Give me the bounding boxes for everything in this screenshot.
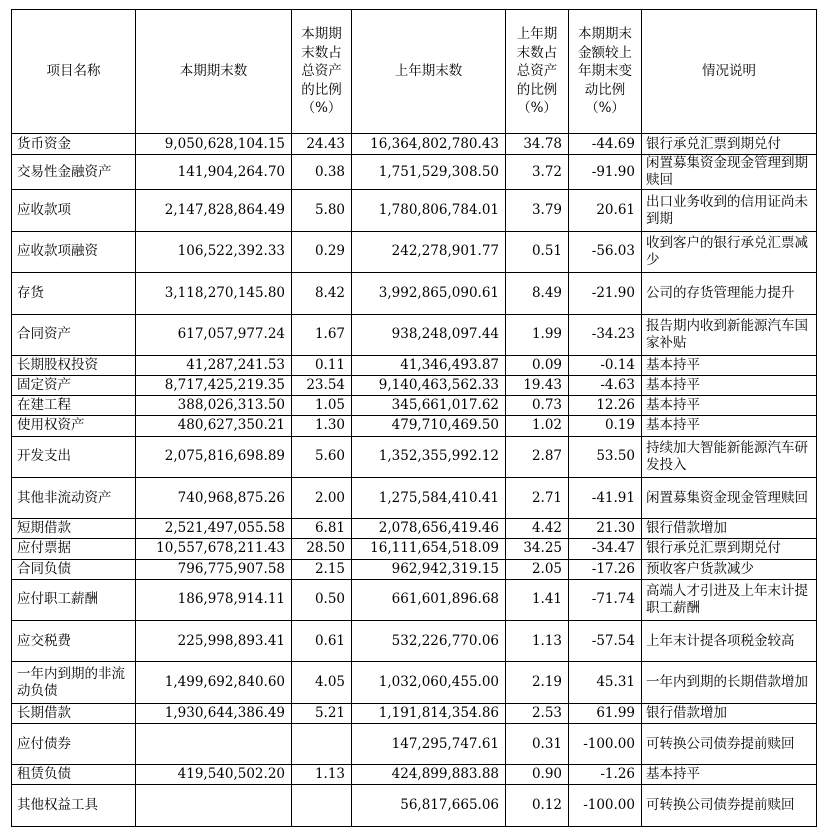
table-row: [12, 190, 817, 231]
cell-explanation: 高端人才引进及上年末计提职工薪酬: [642, 579, 817, 620]
cell-explanation: 银行借款增加: [642, 519, 817, 539]
cell-prior-end: 1,780,806,784.01: [352, 190, 506, 231]
cell-prior-end: 41,346,493.87: [352, 355, 506, 375]
cell-current-ratio: 0.11: [292, 355, 352, 375]
cell-item-name: 货币资金: [12, 134, 136, 155]
cell-explanation: 公司的存货管理能力提升: [642, 273, 817, 314]
cell-prior-ratio: 3.72: [506, 155, 569, 190]
cell-current-end: 796,775,907.58: [136, 559, 292, 579]
cell-change-ratio: 61.99: [569, 703, 642, 723]
cell-explanation: 基本持平: [642, 765, 817, 785]
cell-current-end: 106,522,392.33: [136, 231, 292, 272]
header-change-ratio: 本期期末金额较上年期末变动比例（%）: [569, 10, 642, 134]
cell-item-name: 使用权资产: [12, 416, 136, 436]
cell-item-name: 短期借款: [12, 519, 136, 539]
cell-prior-end: 479,710,469.50: [352, 416, 506, 436]
cell-explanation: 收到客户的银行承兑汇票减少: [642, 231, 817, 272]
cell-prior-ratio: 8.49: [506, 273, 569, 314]
cell-explanation: 银行借款增加: [642, 703, 817, 723]
cell-prior-ratio: 19.43: [506, 376, 569, 396]
cell-current-end: 41,287,241.53: [136, 355, 292, 375]
table-row: [12, 519, 817, 539]
cell-current-end: 617,057,977.24: [136, 314, 292, 355]
cell-prior-end: 532,226,770.06: [352, 621, 506, 662]
cell-change-ratio: -56.03: [569, 231, 642, 272]
cell-prior-end: 1,751,529,308.50: [352, 155, 506, 190]
cell-item-name: 应交税费: [12, 621, 136, 662]
cell-current-end: 2,075,816,698.89: [136, 436, 292, 477]
cell-current-ratio: 2.00: [292, 477, 352, 518]
header-current-end: 本期期末数: [136, 10, 292, 134]
cell-change-ratio: -91.90: [569, 155, 642, 190]
cell-change-ratio: -21.90: [569, 273, 642, 314]
table-row: [12, 703, 817, 723]
cell-current-end: 419,540,502.20: [136, 765, 292, 785]
table-row: [12, 723, 817, 764]
cell-prior-ratio: 0.90: [506, 765, 569, 785]
cell-change-ratio: 20.61: [569, 190, 642, 231]
cell-prior-end: 938,248,097.44: [352, 314, 506, 355]
table-row: [12, 477, 817, 518]
cell-prior-end: 2,078,656,419.46: [352, 519, 506, 539]
table-row: [12, 396, 817, 416]
cell-item-name: 其他非流动资产: [12, 477, 136, 518]
table-row: [12, 436, 817, 477]
cell-change-ratio: -0.14: [569, 355, 642, 375]
cell-prior-end: 242,278,901.77: [352, 231, 506, 272]
cell-prior-ratio: 4.42: [506, 519, 569, 539]
cell-change-ratio: -100.00: [569, 785, 642, 827]
cell-change-ratio: 53.50: [569, 436, 642, 477]
cell-explanation: 持续加大智能新能源汽车研发投入: [642, 436, 817, 477]
cell-prior-ratio: 1.99: [506, 314, 569, 355]
table-row: [12, 355, 817, 375]
cell-current-ratio: 28.50: [292, 539, 352, 559]
cell-change-ratio: -4.63: [569, 376, 642, 396]
cell-current-ratio: 1.13: [292, 765, 352, 785]
cell-item-name: 租赁负债: [12, 765, 136, 785]
cell-explanation: 闲置募集资金现金管理到期赎回: [642, 155, 817, 190]
cell-change-ratio: 12.26: [569, 396, 642, 416]
cell-prior-end: 147,295,747.61: [352, 723, 506, 764]
cell-current-end: 3,118,270,145.80: [136, 273, 292, 314]
table-row: [12, 539, 817, 559]
table-row: [12, 231, 817, 272]
cell-current-ratio: 23.54: [292, 376, 352, 396]
cell-item-name: 合同资产: [12, 314, 136, 355]
cell-current-ratio: 6.81: [292, 519, 352, 539]
cell-change-ratio: -57.54: [569, 621, 642, 662]
cell-current-ratio: 1.67: [292, 314, 352, 355]
cell-change-ratio: -71.74: [569, 579, 642, 620]
cell-item-name: 应付票据: [12, 539, 136, 559]
cell-explanation: 基本持平: [642, 355, 817, 375]
cell-explanation: 上年末计提各项税金较高: [642, 621, 817, 662]
cell-current-end: [136, 723, 292, 764]
cell-prior-ratio: 2.53: [506, 703, 569, 723]
table-row: [12, 416, 817, 436]
cell-item-name: 合同负债: [12, 559, 136, 579]
cell-current-ratio: 0.61: [292, 621, 352, 662]
cell-current-ratio: 2.15: [292, 559, 352, 579]
cell-explanation: 可转换公司债券提前赎回: [642, 723, 817, 764]
header-item-name: 项目名称: [12, 10, 136, 134]
cell-current-ratio: 1.30: [292, 416, 352, 436]
cell-item-name: 交易性金融资产: [12, 155, 136, 190]
cell-prior-ratio: 0.09: [506, 355, 569, 375]
cell-current-ratio: 5.60: [292, 436, 352, 477]
cell-current-end: 225,998,893.41: [136, 621, 292, 662]
table-row: [12, 621, 817, 662]
table-row: [12, 662, 817, 703]
cell-explanation: 基本持平: [642, 376, 817, 396]
cell-current-end: 2,147,828,864.49: [136, 190, 292, 231]
cell-current-end: 9,050,628,104.15: [136, 134, 292, 155]
cell-item-name: 固定资产: [12, 376, 136, 396]
cell-current-ratio: 0.29: [292, 231, 352, 272]
cell-item-name: 存货: [12, 273, 136, 314]
table-body: [12, 134, 817, 827]
table-row: [12, 579, 817, 620]
cell-current-end: 388,026,313.50: [136, 396, 292, 416]
cell-prior-ratio: 0.12: [506, 785, 569, 827]
cell-explanation: 银行承兑汇票到期兑付: [642, 134, 817, 155]
cell-prior-ratio: 34.25: [506, 539, 569, 559]
table-row: [12, 155, 817, 190]
cell-prior-end: 9,140,463,562.33: [352, 376, 506, 396]
cell-prior-end: 1,275,584,410.41: [352, 477, 506, 518]
header-prior-ratio: 上年期末数占总资产的比例（%）: [506, 10, 569, 134]
cell-change-ratio: -34.47: [569, 539, 642, 559]
cell-prior-ratio: 1.13: [506, 621, 569, 662]
cell-item-name: 应付债券: [12, 723, 136, 764]
cell-change-ratio: 21.30: [569, 519, 642, 539]
cell-prior-end: 661,601,896.68: [352, 579, 506, 620]
cell-prior-ratio: 2.19: [506, 662, 569, 703]
cell-current-end: 186,978,914.11: [136, 579, 292, 620]
cell-current-ratio: 8.42: [292, 273, 352, 314]
cell-prior-end: 1,352,355,992.12: [352, 436, 506, 477]
cell-prior-end: 1,032,060,455.00: [352, 662, 506, 703]
cell-current-end: 10,557,678,211.43: [136, 539, 292, 559]
header-row: [12, 10, 817, 134]
cell-item-name: 其他权益工具: [12, 785, 136, 827]
cell-explanation: 可转换公司债券提前赎回: [642, 785, 817, 827]
cell-current-end: 141,904,264.70: [136, 155, 292, 190]
cell-item-name: 在建工程: [12, 396, 136, 416]
cell-current-ratio: 0.38: [292, 155, 352, 190]
cell-explanation: 一年内到期的长期借款增加: [642, 662, 817, 703]
cell-item-name: 应收款项融资: [12, 231, 136, 272]
financial-table: [11, 9, 817, 827]
cell-explanation: 基本持平: [642, 416, 817, 436]
cell-prior-ratio: 0.51: [506, 231, 569, 272]
header-explanation: 情况说明: [642, 10, 817, 134]
cell-explanation: 银行承兑汇票到期兑付: [642, 539, 817, 559]
cell-current-end: 1,499,692,840.60: [136, 662, 292, 703]
cell-item-name: 长期股权投资: [12, 355, 136, 375]
cell-explanation: 出口业务收到的信用证尚未到期: [642, 190, 817, 231]
cell-prior-end: 16,364,802,780.43: [352, 134, 506, 155]
cell-prior-end: 424,899,883.88: [352, 765, 506, 785]
cell-item-name: 开发支出: [12, 436, 136, 477]
cell-change-ratio: -34.23: [569, 314, 642, 355]
cell-prior-end: 1,191,814,354.86: [352, 703, 506, 723]
cell-current-ratio: 0.50: [292, 579, 352, 620]
cell-current-ratio: 24.43: [292, 134, 352, 155]
cell-change-ratio: -1.26: [569, 765, 642, 785]
cell-prior-end: 56,817,665.06: [352, 785, 506, 827]
cell-current-end: 1,930,644,386.49: [136, 703, 292, 723]
cell-explanation: 基本持平: [642, 396, 817, 416]
cell-item-name: 长期借款: [12, 703, 136, 723]
cell-current-end: 480,627,350.21: [136, 416, 292, 436]
cell-prior-ratio: 3.79: [506, 190, 569, 231]
cell-prior-end: 16,111,654,518.09: [352, 539, 506, 559]
cell-current-end: [136, 785, 292, 827]
cell-current-ratio: [292, 785, 352, 827]
cell-prior-ratio: 0.73: [506, 396, 569, 416]
cell-current-ratio: 4.05: [292, 662, 352, 703]
cell-current-ratio: 5.21: [292, 703, 352, 723]
cell-change-ratio: -41.91: [569, 477, 642, 518]
cell-current-end: 740,968,875.26: [136, 477, 292, 518]
cell-item-name: 应付职工薪酬: [12, 579, 136, 620]
cell-explanation: 闲置募集资金现金管理赎回: [642, 477, 817, 518]
cell-change-ratio: -44.69: [569, 134, 642, 155]
cell-prior-ratio: 2.05: [506, 559, 569, 579]
table-row: [12, 559, 817, 579]
cell-prior-ratio: 2.71: [506, 477, 569, 518]
cell-prior-end: 962,942,319.15: [352, 559, 506, 579]
header-current-ratio: 本期期末数占总资产的比例（%）: [292, 10, 352, 134]
cell-prior-ratio: 2.87: [506, 436, 569, 477]
table-row: [12, 765, 817, 785]
cell-prior-end: 3,992,865,090.61: [352, 273, 506, 314]
cell-current-end: 2,521,497,055.58: [136, 519, 292, 539]
cell-explanation: 预收客户货款减少: [642, 559, 817, 579]
cell-change-ratio: 45.31: [569, 662, 642, 703]
cell-current-ratio: 5.80: [292, 190, 352, 231]
cell-prior-end: 345,661,017.62: [352, 396, 506, 416]
cell-prior-ratio: 1.41: [506, 579, 569, 620]
cell-change-ratio: -17.26: [569, 559, 642, 579]
cell-current-ratio: [292, 723, 352, 764]
cell-explanation: 报告期内收到新能源汽车国家补贴: [642, 314, 817, 355]
cell-prior-ratio: 0.31: [506, 723, 569, 764]
cell-prior-ratio: 1.02: [506, 416, 569, 436]
cell-prior-ratio: 34.78: [506, 134, 569, 155]
cell-current-ratio: 1.05: [292, 396, 352, 416]
table-row: [12, 376, 817, 396]
cell-change-ratio: -100.00: [569, 723, 642, 764]
header-prior-end: 上年期末数: [352, 10, 506, 134]
cell-change-ratio: 0.19: [569, 416, 642, 436]
table-row: [12, 785, 817, 827]
table-row: [12, 273, 817, 314]
cell-current-end: 8,717,425,219.35: [136, 376, 292, 396]
cell-item-name: 应收款项: [12, 190, 136, 231]
table-row: [12, 134, 817, 155]
table-row: [12, 314, 817, 355]
cell-item-name: 一年内到期的非流动负债: [12, 662, 136, 703]
